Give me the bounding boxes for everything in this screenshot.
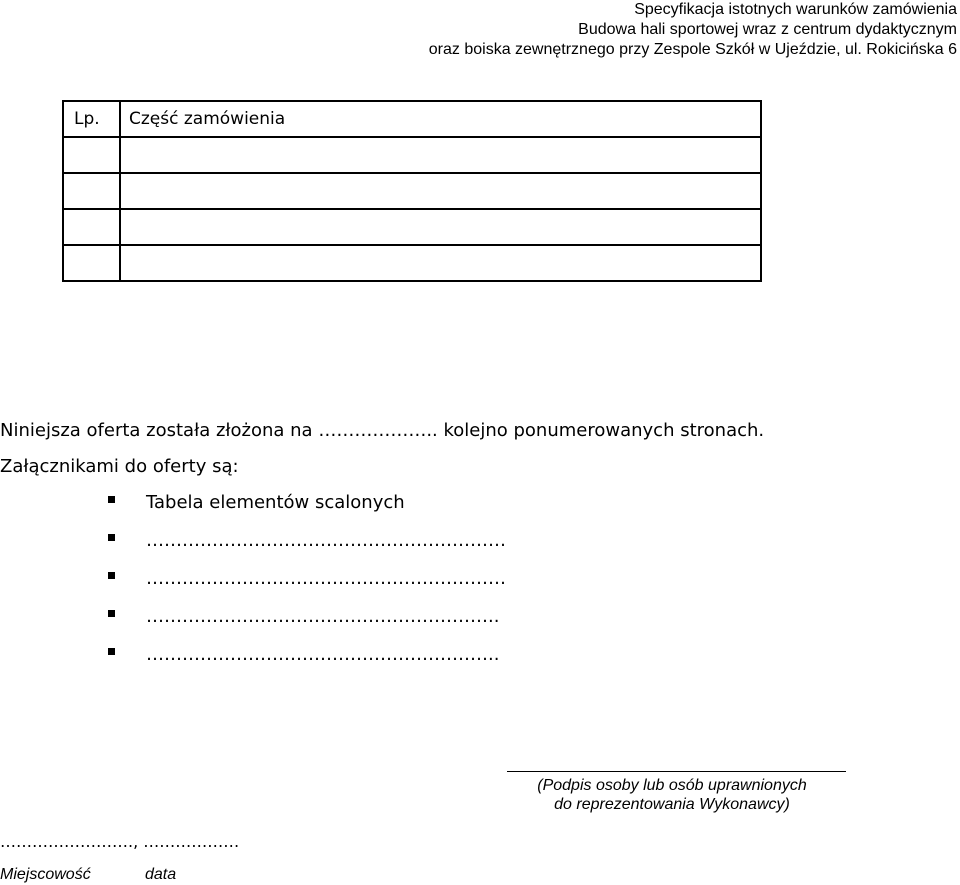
header-title: Specyfikacja istotnych warunków zamówienia: [634, 1, 957, 18]
attachments-intro: Załącznikami do oferty są:: [0, 456, 239, 477]
offer-pages-statement: Niniejsza oferta została złożona na ……………….. kolejno ponumerowanych stronach.: [0, 420, 765, 441]
table-cell-part[interactable]: [120, 245, 761, 281]
attachment-placeholder[interactable]: …………………………………………………..: [146, 644, 500, 665]
place-date-field[interactable]: ……………………., ………………: [0, 832, 240, 851]
square-bullet-icon: [108, 610, 115, 617]
document-header: [257, 0, 957, 60]
signature-caption-line1: (Podpis osoby lub osób uprawnionych: [537, 777, 807, 794]
table-row: [63, 245, 761, 281]
square-bullet-icon: [108, 648, 115, 655]
column-header-part: Część zamówienia: [120, 101, 761, 137]
attachment-placeholder[interactable]: ……………………………………………………: [146, 530, 506, 551]
table-row: [63, 209, 761, 245]
header-address-line: oraz boiska zewnętrznego przy Zespole Szkół w Ujeździe, ul. Rokicińska 6: [428, 41, 957, 58]
header-project-line: Budowa hali sportowej wraz z centrum dydaktycznym: [578, 21, 957, 38]
table-row: [63, 137, 761, 173]
signature-line[interactable]: [507, 771, 846, 772]
table-cell-lp[interactable]: [63, 209, 120, 245]
table-cell-lp[interactable]: [63, 137, 120, 173]
table-cell-lp[interactable]: [63, 245, 120, 281]
table-header-row: [63, 101, 761, 137]
square-bullet-icon: [108, 572, 115, 579]
column-header-lp: Lp.: [63, 101, 120, 137]
table-cell-part[interactable]: [120, 209, 761, 245]
attachment-placeholder[interactable]: …………………………………………………..: [146, 606, 500, 627]
square-bullet-icon: [108, 534, 115, 541]
table-row: [63, 173, 761, 209]
square-bullet-icon: [108, 496, 115, 503]
attachment-placeholder[interactable]: ……………………………………………………: [146, 568, 506, 589]
signature-caption: [507, 776, 837, 814]
signature-caption-line2: do reprezentowania Wykonawcy): [554, 796, 790, 813]
attachment-label: Tabela elementów scalonych: [146, 492, 405, 513]
date-label: data: [145, 866, 177, 883]
place-label: Miejscowość: [0, 866, 91, 883]
table-cell-lp[interactable]: [63, 173, 120, 209]
table-cell-part[interactable]: [120, 137, 761, 173]
order-parts-table: [62, 100, 762, 282]
table-cell-part[interactable]: [120, 173, 761, 209]
